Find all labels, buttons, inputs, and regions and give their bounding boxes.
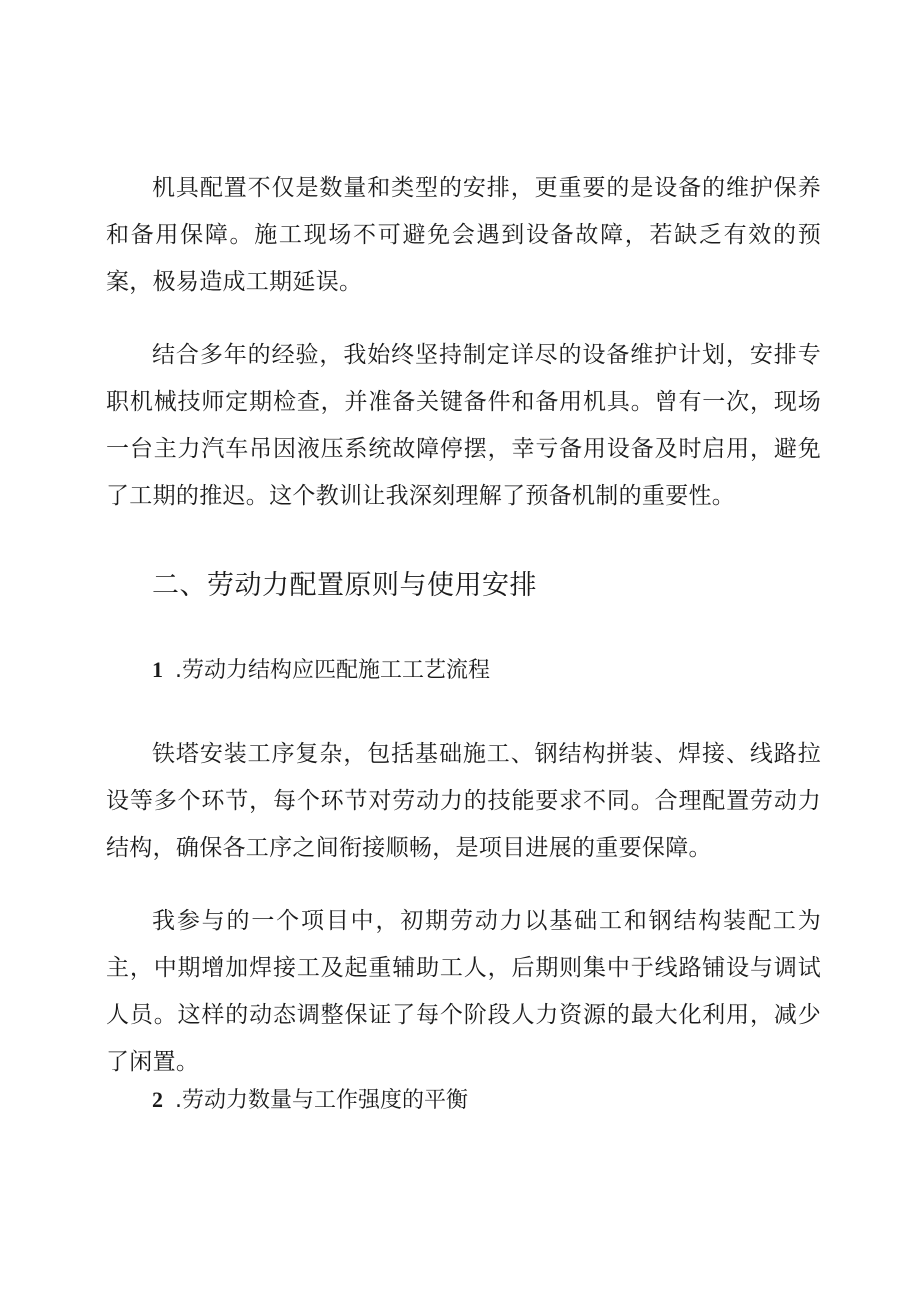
subsection-number: 2 <box>152 1087 163 1112</box>
paragraph-maintenance-experience: 结合多年的经验，我始终坚持制定详尽的设备维护计划，安排专职机械技师定期检查，并准备关键备件和备用机具。曾有一次，现场一台主力汽车吊因液压系统故障停摆，幸亏备用设备及时启用，避免了工期的推迟。这个教训让我深刻理解了预备机制的重要性。 <box>106 342 821 509</box>
paragraph-equipment-maintenance: 机具配置不仅是数量和类型的安排，更重要的是设备的维护保养和备用保障。施工现场不可避免会遇到设备故障，若缺乏有效的预案，极易造成工期延误。 <box>106 175 821 295</box>
subsection-title: .劳动力结构应匹配施工工艺流程 <box>175 658 490 683</box>
paragraph-labor-example: 我参与的一个项目中，初期劳动力以基础工和钢结构装配工为主，中期增加焊接工及起重辅助工人，后期则集中于线路铺设与调试人员。这样的动态调整保证了每个阶段人力资源的最大化利用，减少了闲置。 <box>106 908 821 1075</box>
subsection-number: 1 <box>152 657 163 682</box>
subsection-heading-1 <box>152 650 490 691</box>
section-heading: 二、劳动力配置原则与使用安排 <box>152 570 537 601</box>
paragraph-labor-structure: 铁塔安装工序复杂，包括基础施工、钢结构拼装、焊接、线路拉设等多个环节，每个环节对劳动力的技能要求不同。合理配置劳动力结构，确保各工序之间衔接顺畅，是项目进展的重要保障。 <box>106 741 821 861</box>
subsection-heading-2 <box>152 1080 468 1121</box>
subsection-title: .劳动力数量与工作强度的平衡 <box>175 1088 468 1113</box>
